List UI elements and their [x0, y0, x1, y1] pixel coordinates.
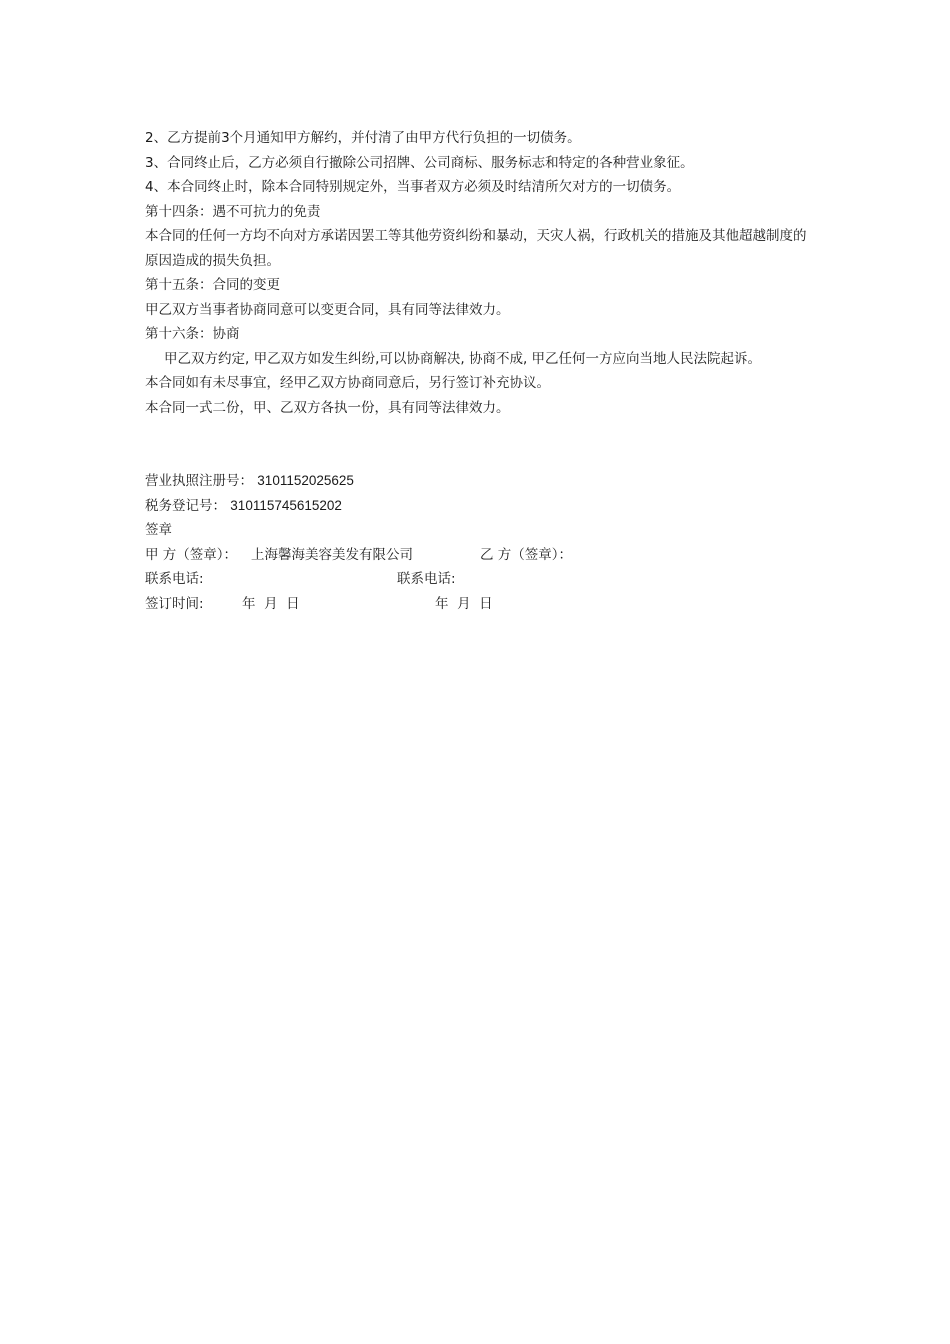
article-14-title: 第十四条：遇不可抗力的免责 — [145, 203, 321, 220]
clause-item-2: 2、乙方提前3个月通知甲方解约，并付清了由甲方代行负担的一切债务。 — [145, 130, 581, 146]
tax-number: 310115745615202 — [230, 497, 342, 513]
phone-row — [145, 567, 813, 592]
party-b-label: 乙 方（签章）： — [480, 546, 573, 563]
article-16-title: 第十六条：协商 — [145, 326, 240, 342]
article-15-body: 甲乙双方当事者协商同意可以变更合同，具有同等法律效力。 — [145, 301, 510, 318]
date-b: 年 月 日 — [435, 595, 493, 612]
article-16-body: 甲乙双方约定, 甲乙双方如发生纠纷,可以协商解决, 协商不成, 甲乙任何一方应向当地人民法院起诉。 — [164, 350, 762, 367]
copies-clause: 本合同一式二份，甲、乙双方各执一份，具有同等法律效力。 — [145, 399, 510, 416]
date-a: 年 月 日 — [242, 595, 300, 612]
article-15-title: 第十五条：合同的变更 — [145, 277, 280, 293]
phone-b-label: 联系电话: — [397, 571, 456, 587]
license-row — [145, 469, 813, 494]
tax-row — [145, 494, 813, 519]
article-14-body: 本合同的任何一方均不向对方承诺因罢工等其他劳资纠纷和暴动，天灾人祸，行政机关的措施及其他超越制度的原因造成的损失负担。 — [145, 228, 807, 269]
clause-item-3: 3、合同终止后，乙方必须自行撤除公司招牌、公司商标、服务标志和特定的各种营业象征。 — [145, 154, 694, 171]
party-a-name: 上海馨海美容美发有限公司 — [251, 546, 413, 563]
tax-label: 税务登记号： — [145, 497, 226, 514]
date-label: 签订时间: — [145, 595, 204, 612]
license-number: 3101152025625 — [257, 473, 354, 488]
party-row — [145, 543, 813, 568]
phone-a-label: 联系电话: — [145, 571, 204, 587]
supplement-clause: 本合同如有未尽事宜，经甲乙双方协商同意后，另行签订补充协议。 — [145, 375, 550, 391]
seal-label: 签章 — [145, 522, 172, 538]
section-spacer — [145, 420, 813, 469]
party-a-label: 甲 方（签章）： — [145, 546, 238, 563]
date-row — [145, 592, 813, 617]
contract-content — [145, 126, 813, 616]
clause-item-4: 4、本合同终止时，除本合同特别规定外，当事者双方必须及时结清所欠对方的一切债务。 — [145, 179, 681, 195]
license-label: 营业执照注册号： — [145, 473, 253, 489]
